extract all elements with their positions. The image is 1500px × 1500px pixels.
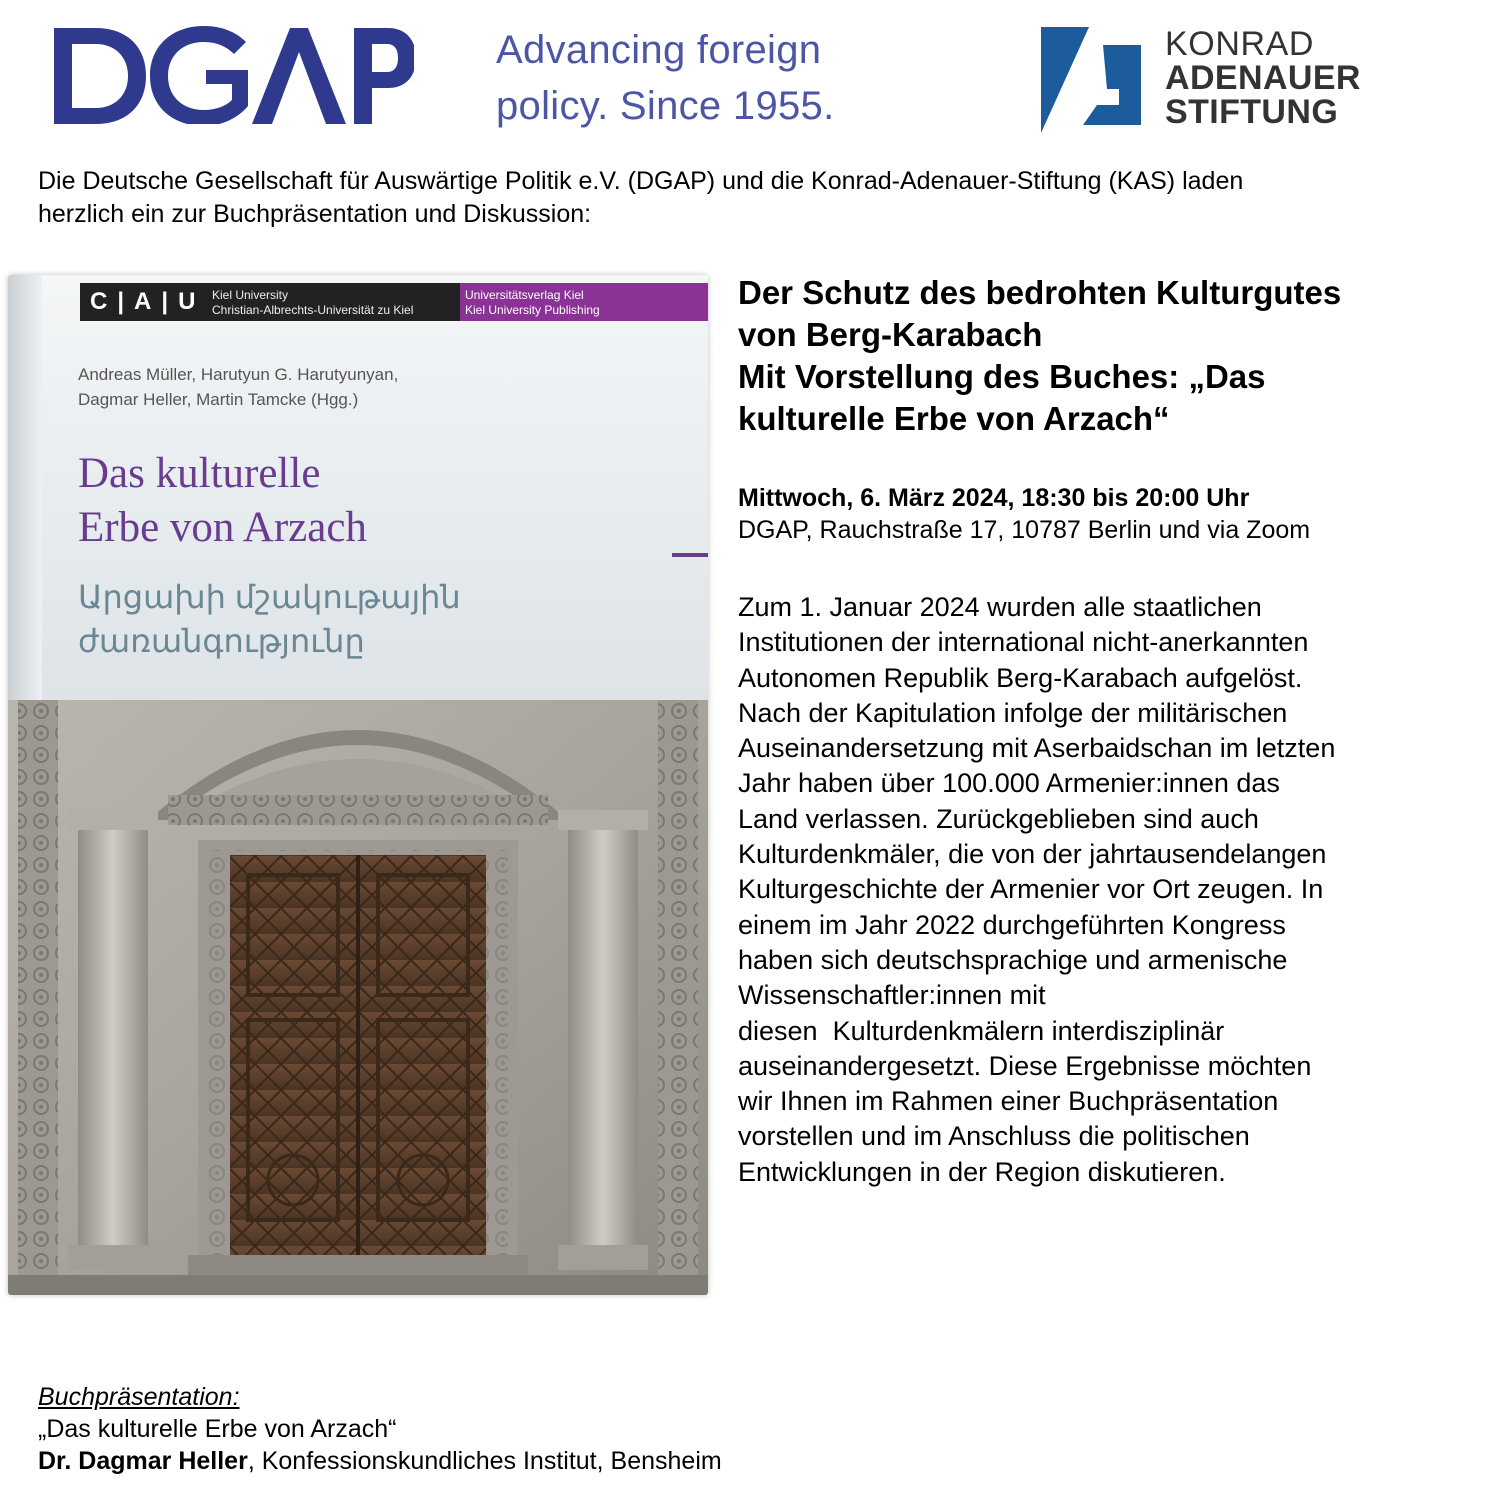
description-line: Entwicklungen in der Region diskutieren. xyxy=(738,1156,1226,1187)
description-line: Kulturdenkmäler, die von der jahrtausendelangen xyxy=(738,839,1327,870)
kas-wordmark xyxy=(1165,27,1441,129)
event-description xyxy=(738,590,1478,1190)
program-footer xyxy=(38,1381,1438,1477)
dgap-tagline-line1: Advancing foreign xyxy=(496,28,822,72)
description-line: Jahr haben über 100.000 Armenier:innen das xyxy=(738,768,1280,799)
kas-line2: ADENAUER xyxy=(1165,59,1361,97)
description-line: haben sich deutschsprachige und armenische xyxy=(738,944,1288,975)
description-line: Auseinandersetzung mit Aserbaidschan im letzten xyxy=(738,733,1336,764)
event-title-line3: Mit Vorstellung des Buches: „Das xyxy=(738,358,1266,395)
cau-letters: C|A|U xyxy=(90,288,206,315)
description-line: wir Ihnen im Rahmen einer Buchpräsentation xyxy=(738,1086,1279,1117)
event-date: Mittwoch, 6. März 2024, 18:30 bis 20:00 Uhr xyxy=(738,484,1250,512)
description-line: vorstellen und im Anschluss die politischen xyxy=(738,1121,1250,1152)
description-line: Institutionen der international nicht-anerkannten xyxy=(738,627,1309,658)
kas-line1: KONRAD xyxy=(1165,25,1315,63)
event-title-line2: von Berg-Karabach xyxy=(738,316,1043,353)
university-line1: Kiel University xyxy=(212,288,289,302)
publisher-banner xyxy=(460,283,708,321)
cover-title xyxy=(78,447,638,555)
armenian-line1: Արցախի մշակութային xyxy=(78,579,461,615)
program-speaker xyxy=(38,1445,1438,1477)
cover-accent-rule xyxy=(672,553,708,557)
kas-logo-icon xyxy=(1041,27,1150,133)
kas-logo xyxy=(1041,27,1441,137)
invitation-intro xyxy=(38,165,1438,231)
authors-line1: Andreas Müller, Harutyun G. Harutyunyan, xyxy=(78,365,399,384)
cover-upper-panel xyxy=(8,275,708,700)
program-heading: Buchpräsentation: xyxy=(38,1383,240,1411)
description-line: einem im Jahr 2022 durchgeführten Kongress xyxy=(738,909,1286,940)
speaker-name: Dr. Dagmar Heller xyxy=(38,1447,248,1475)
description-line: Autonomen Republik Berg-Karabach aufgelöst. xyxy=(738,662,1303,693)
armenian-line2: ժառանգությունը xyxy=(78,623,365,659)
cau-banner xyxy=(80,283,460,321)
description-line: Wissenschaftler:innen mit xyxy=(738,980,1046,1011)
program-book-title: „Das kulturelle Erbe von Arzach“ xyxy=(38,1415,397,1443)
publisher-line1: Universitätsverlag Kiel xyxy=(465,288,584,302)
intro-line2: herzlich ein zur Buchpräsentation und Diskussion: xyxy=(38,200,592,228)
cover-title-line2: Erbe von Arzach xyxy=(78,504,367,551)
event-title xyxy=(738,272,1458,440)
dgap-tagline-line2: policy. Since 1955. xyxy=(496,84,835,128)
authors-line2: Dagmar Heller, Martin Tamcke (Hgg.) xyxy=(78,390,359,409)
event-venue: DGAP, Rauchstraße 17, 10787 Berlin und via Zoom xyxy=(738,516,1311,544)
description-line: Kulturgeschichte der Armenier vor Ort zeugen. In xyxy=(738,874,1324,905)
event-title-line4: kulturelle Erbe von Arzach“ xyxy=(738,400,1170,437)
description-line: auseinandergesetzt. Diese Ergebnisse möchten xyxy=(738,1050,1312,1081)
university-line2: Christian-Albrechts-Universität zu Kiel xyxy=(212,303,414,317)
speaker-affiliation: , Konfessionskundliches Institut, Bensheim xyxy=(247,1447,722,1475)
description-line: Nach der Kapitulation infolge der militärischen xyxy=(738,697,1288,728)
description-line: diesen Kulturdenkmälern interdisziplinär xyxy=(738,1015,1225,1046)
cover-authors xyxy=(78,362,558,412)
dgap-logo xyxy=(54,20,414,124)
description-line: Zum 1. Januar 2024 wurden alle staatlichen xyxy=(738,592,1262,622)
dgap-tagline xyxy=(496,22,936,134)
cover-armenian-title xyxy=(78,575,638,663)
publisher-line2: Kiel University Publishing xyxy=(465,303,600,317)
intro-line1: Die Deutsche Gesellschaft für Auswärtige Politik e.V. (DGAP) und die Konrad-Adenauer-Stiftung (KAS) laden xyxy=(38,167,1244,195)
cover-spine-shade xyxy=(8,275,42,700)
book-cover xyxy=(8,275,708,1295)
description-line: Land verlassen. Zurückgeblieben sind auch xyxy=(738,803,1259,834)
cover-title-line1: Das kulturelle xyxy=(78,450,321,497)
cau-university-name xyxy=(212,288,413,318)
kas-line3: STIFTUNG xyxy=(1165,93,1339,131)
event-title-line1: Der Schutz des bedrohten Kulturgutes xyxy=(738,274,1342,311)
church-door-photo xyxy=(8,700,708,1295)
